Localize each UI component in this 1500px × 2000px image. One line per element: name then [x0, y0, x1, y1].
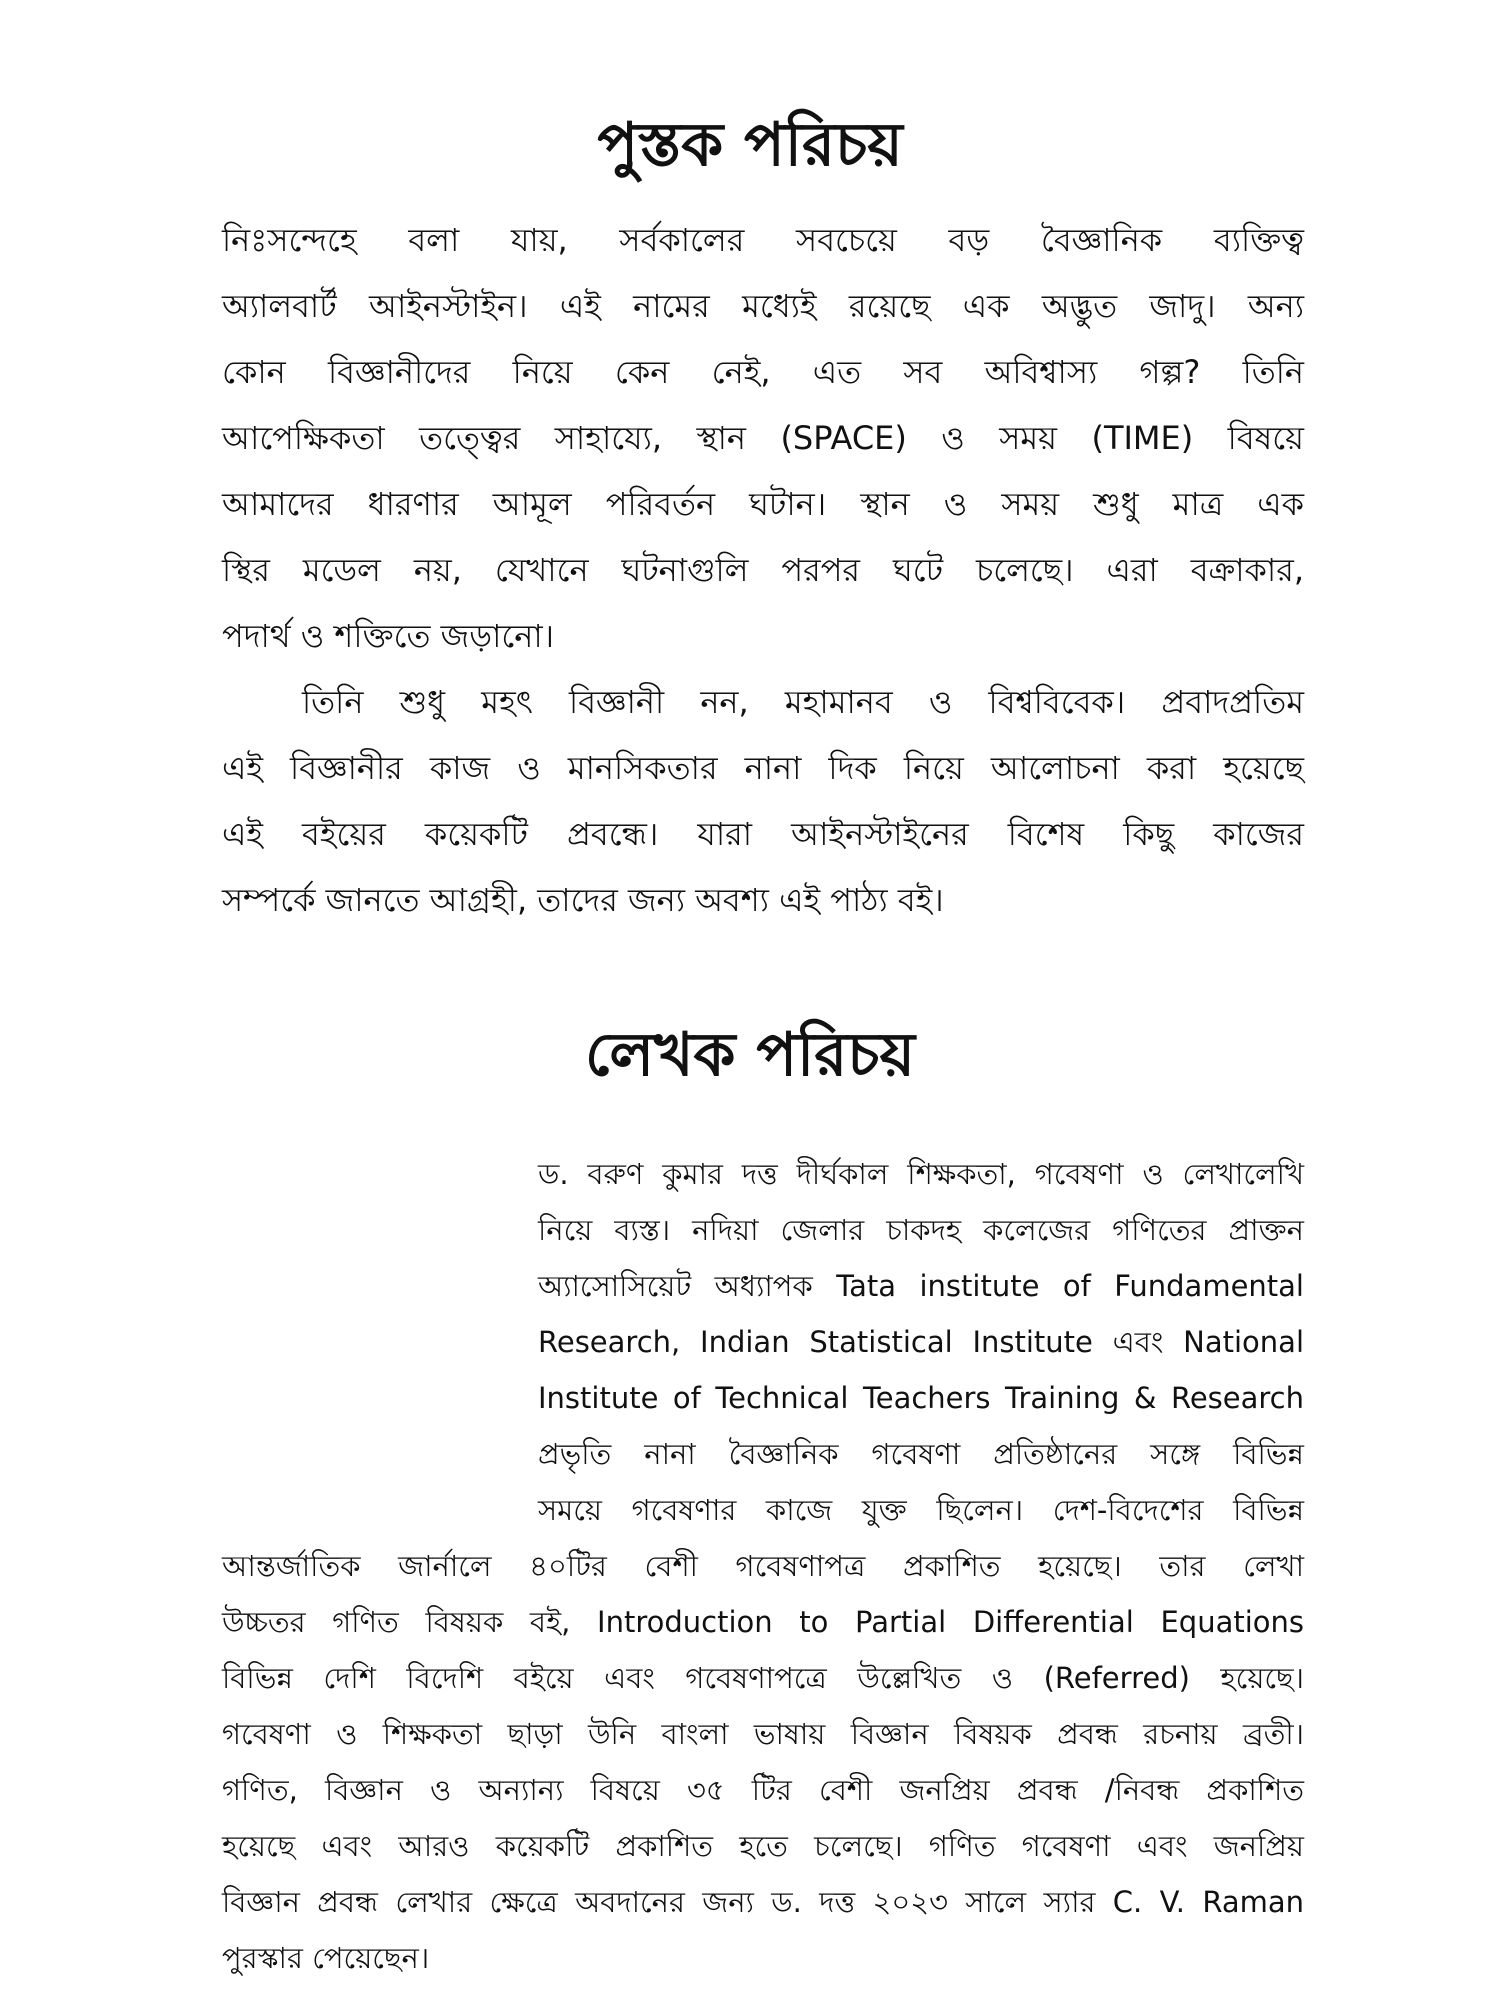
- author-intro-line: উচ্চতর গণিত বিষয়ক বই, Introduction to Partial Differential Equations: [222, 1605, 1304, 1639]
- book-intro-line: আমাদের ধারণার আমূল পরিবর্তন ঘটান। স্থান ও সময় শুধু মাত্র এক: [222, 485, 1304, 523]
- author-intro-line: গবেষণা ও শিক্ষকতা ছাড়া উনি বাংলা ভাষায় বিজ্ঞান বিষয়ক প্রবন্ধ রচনায় ব্রতী।: [222, 1717, 1304, 1751]
- author-intro-line: পুরস্কার পেয়েছেন।: [222, 1941, 430, 1975]
- book-intro-line: আপেক্ষিকতা তত্ত্বের সাহায্যে, স্থান (SPACE) ও সময় (TIME) বিষয়ে: [222, 419, 1304, 457]
- author-intro-line: ড. বরুণ কুমার দত্ত দীর্ঘকাল শিক্ষকতা, গবেষণা ও লেখালেখি: [538, 1157, 1304, 1191]
- author-intro-line: Institute of Technical Teachers Training & Research: [538, 1381, 1304, 1415]
- author-intro-line: নিয়ে ব্যস্ত। নদিয়া জেলার চাকদহ কলেজের গণিতের প্রাক্তন: [538, 1213, 1304, 1247]
- author-intro-line: Research, Indian Statistical Institute এবং National: [538, 1325, 1304, 1359]
- author-intro-line: অ্যাসোসিয়েট অধ্যাপক Tata institute of Fundamental: [538, 1269, 1304, 1303]
- book-intro-line: এই বইয়ের কয়েকটি প্রবন্ধে। যারা আইনস্টাইনের বিশেষ কিছু কাজের: [222, 815, 1304, 853]
- author-intro-line: বিভিন্ন দেশি বিদেশি বইয়ে এবং গবেষণাপত্রে উল্লেখিত ও (Referred) হয়েছে।: [222, 1661, 1304, 1695]
- book-intro-line: নিঃসন্দেহে বলা যায়, সর্বকালের সবচেয়ে বড় বৈজ্ঞানিক ব্যক্তিত্ব: [222, 221, 1304, 259]
- author-intro-line: সময়ে গবেষণার কাজে যুক্ত ছিলেন। দেশ-বিদেশের বিভিন্ন: [538, 1493, 1304, 1527]
- author-intro-line: বিজ্ঞান প্রবন্ধ লেখার ক্ষেত্রে অবদানের জন্য ড. দত্ত ২০২৩ সালে স্যার C. V. Raman: [222, 1885, 1304, 1919]
- book-intro-line: অ্যালবার্ট আইনস্টাইন। এই নামের মধ্যেই রয়েছে এক অদ্ভুত জাদু। অন্য: [222, 287, 1304, 325]
- author-intro-line: হয়েছে এবং আরও কয়েকটি প্রকাশিত হতে চলেছে। গণিত গবেষণা এবং জনপ্রিয়: [222, 1829, 1304, 1863]
- book-intro-line: পদার্থ ও শক্তিতে জড়ানো।: [222, 617, 555, 655]
- book-intro-line: স্থির মডেল নয়, যেখানে ঘটনাগুলি পরপর ঘটে চলেছে। এরা বক্রাকার,: [222, 551, 1304, 589]
- book-intro-line: এই বিজ্ঞানীর কাজ ও মানসিকতার নানা দিক নিয়ে আলোচনা করা হয়েছে: [222, 749, 1304, 787]
- book-intro-line: তিনি শুধু মহৎ বিজ্ঞানী নন, মহামানব ও বিশ্ববিবেক। প্রবাদপ্রতিম: [302, 683, 1304, 721]
- author-intro-heading: লেখক পরিচয়: [585, 1020, 915, 1090]
- author-intro-line: গণিত, বিজ্ঞান ও অন্যান্য বিষয়ে ৩৫ টির বেশী জনপ্রিয় প্রবন্ধ /নিবন্ধ প্রকাশিত: [222, 1773, 1304, 1807]
- author-intro-line: প্রভৃতি নানা বৈজ্ঞানিক গবেষণা প্রতিষ্ঠানের সঙ্গে বিভিন্ন: [538, 1437, 1304, 1471]
- book-intro-line: কোন বিজ্ঞানীদের নিয়ে কেন নেই, এত সব অবিশ্বাস্য গল্প? তিনি: [222, 353, 1304, 391]
- book-intro-heading: পুস্তক পরিচয়: [597, 110, 903, 180]
- book-intro-line: সম্পর্কে জানতে আগ্রহী, তাদের জন্য অবশ্য এই পাঠ্য বই।: [222, 881, 944, 919]
- author-intro-line: আন্তর্জাতিক জার্নালে ৪০টির বেশী গবেষণাপত্র প্রকাশিত হয়েছে। তার লেখা: [222, 1549, 1304, 1583]
